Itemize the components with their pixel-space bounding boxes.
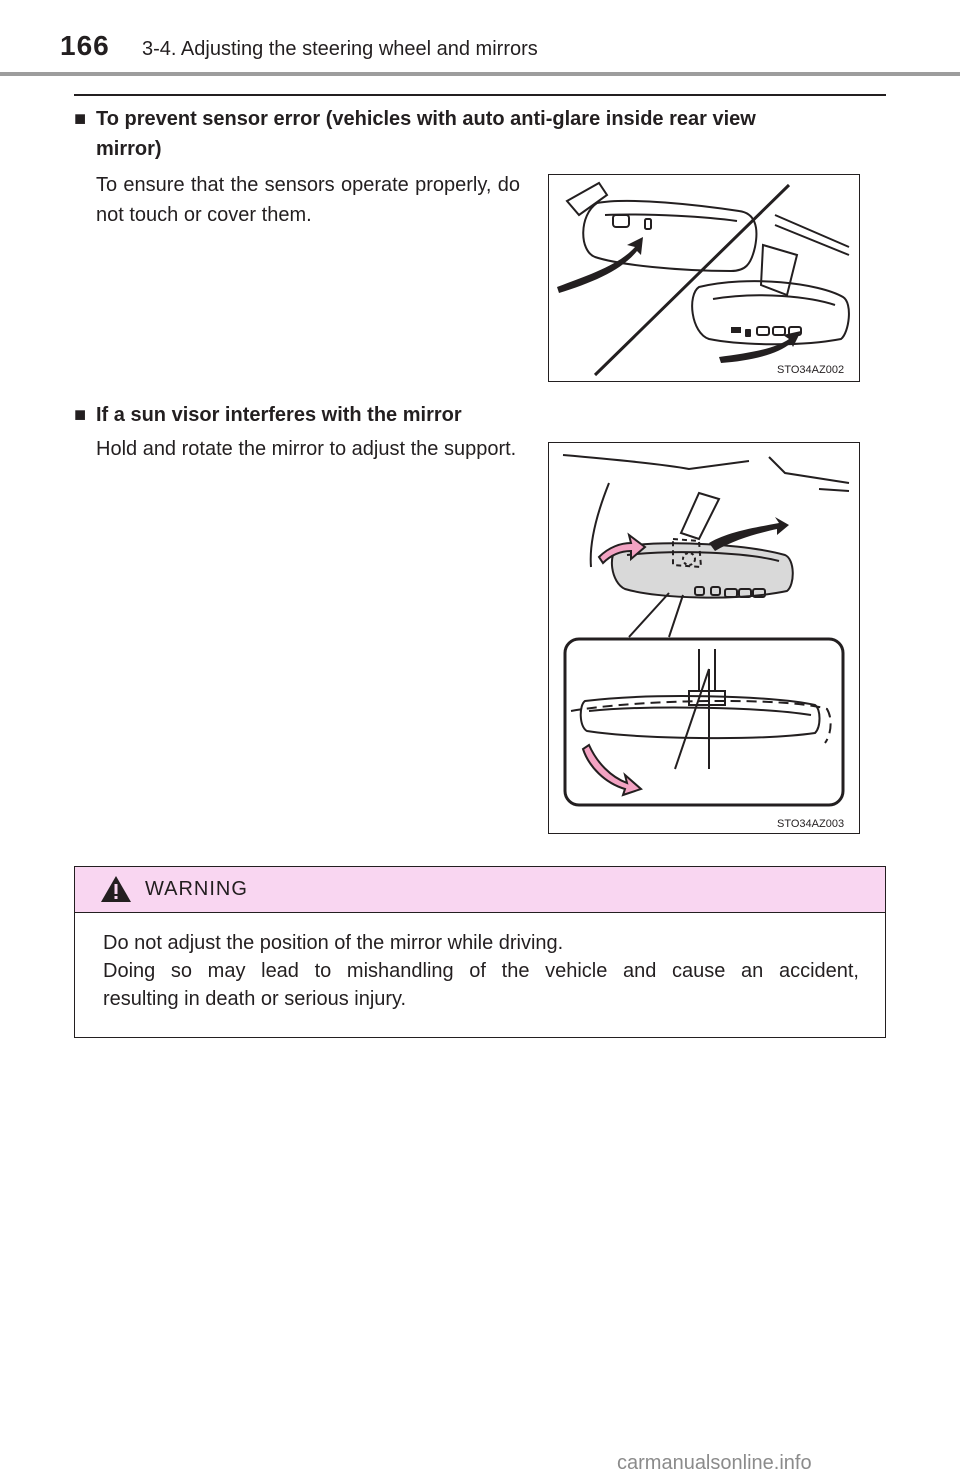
figure-rotate-mirror — [548, 442, 860, 834]
warning-body — [103, 929, 859, 1013]
sun-visor-instructions: Hold and rotate the mirror to adjust the support. — [96, 438, 517, 460]
heading-text: If a sun visor interferes with the mirror — [96, 404, 462, 426]
figure-code-2: STO34AZ003 — [777, 818, 845, 830]
warning-line-1: Do not adjust the position of the mirror while driving. — [103, 932, 564, 954]
rotate-mirror-illustration — [549, 443, 859, 833]
warning-line-3: resulting in death or serious injury. — [103, 988, 407, 1010]
section-heading-sun-visor — [74, 400, 574, 430]
bullet-icon: ■ — [74, 404, 87, 426]
page-number: 166 — [60, 30, 110, 61]
watermark: carmanualsonline.info — [617, 1452, 812, 1474]
header-rule — [0, 72, 960, 76]
chapter-title: 3-4. Adjusting the steering wheel and mirrors — [142, 38, 538, 60]
figure-code-1: STO34AZ002 — [777, 364, 845, 376]
sensor-mirror-illustration — [549, 175, 859, 381]
bullet-icon: ■ — [74, 108, 87, 130]
heading-line-1: To prevent sensor error (vehicles with auto anti-glare inside rear view — [96, 108, 756, 130]
sensor-instructions: To ensure that the sensors operate properly, do not touch or cover them. — [96, 174, 520, 226]
warning-triangle-icon — [99, 874, 133, 904]
section-heading-sensor-error — [74, 104, 886, 164]
section-rule — [74, 94, 886, 96]
heading-line-2: mirror) — [96, 138, 162, 160]
warning-header — [75, 867, 885, 913]
warning-line-2: Doing so may lead to mishandling of the vehicle and cause an accident, — [103, 960, 859, 982]
warning-title: WARNING — [145, 878, 248, 900]
figure-sensor-mirror — [548, 174, 860, 382]
warning-box — [74, 866, 886, 1038]
